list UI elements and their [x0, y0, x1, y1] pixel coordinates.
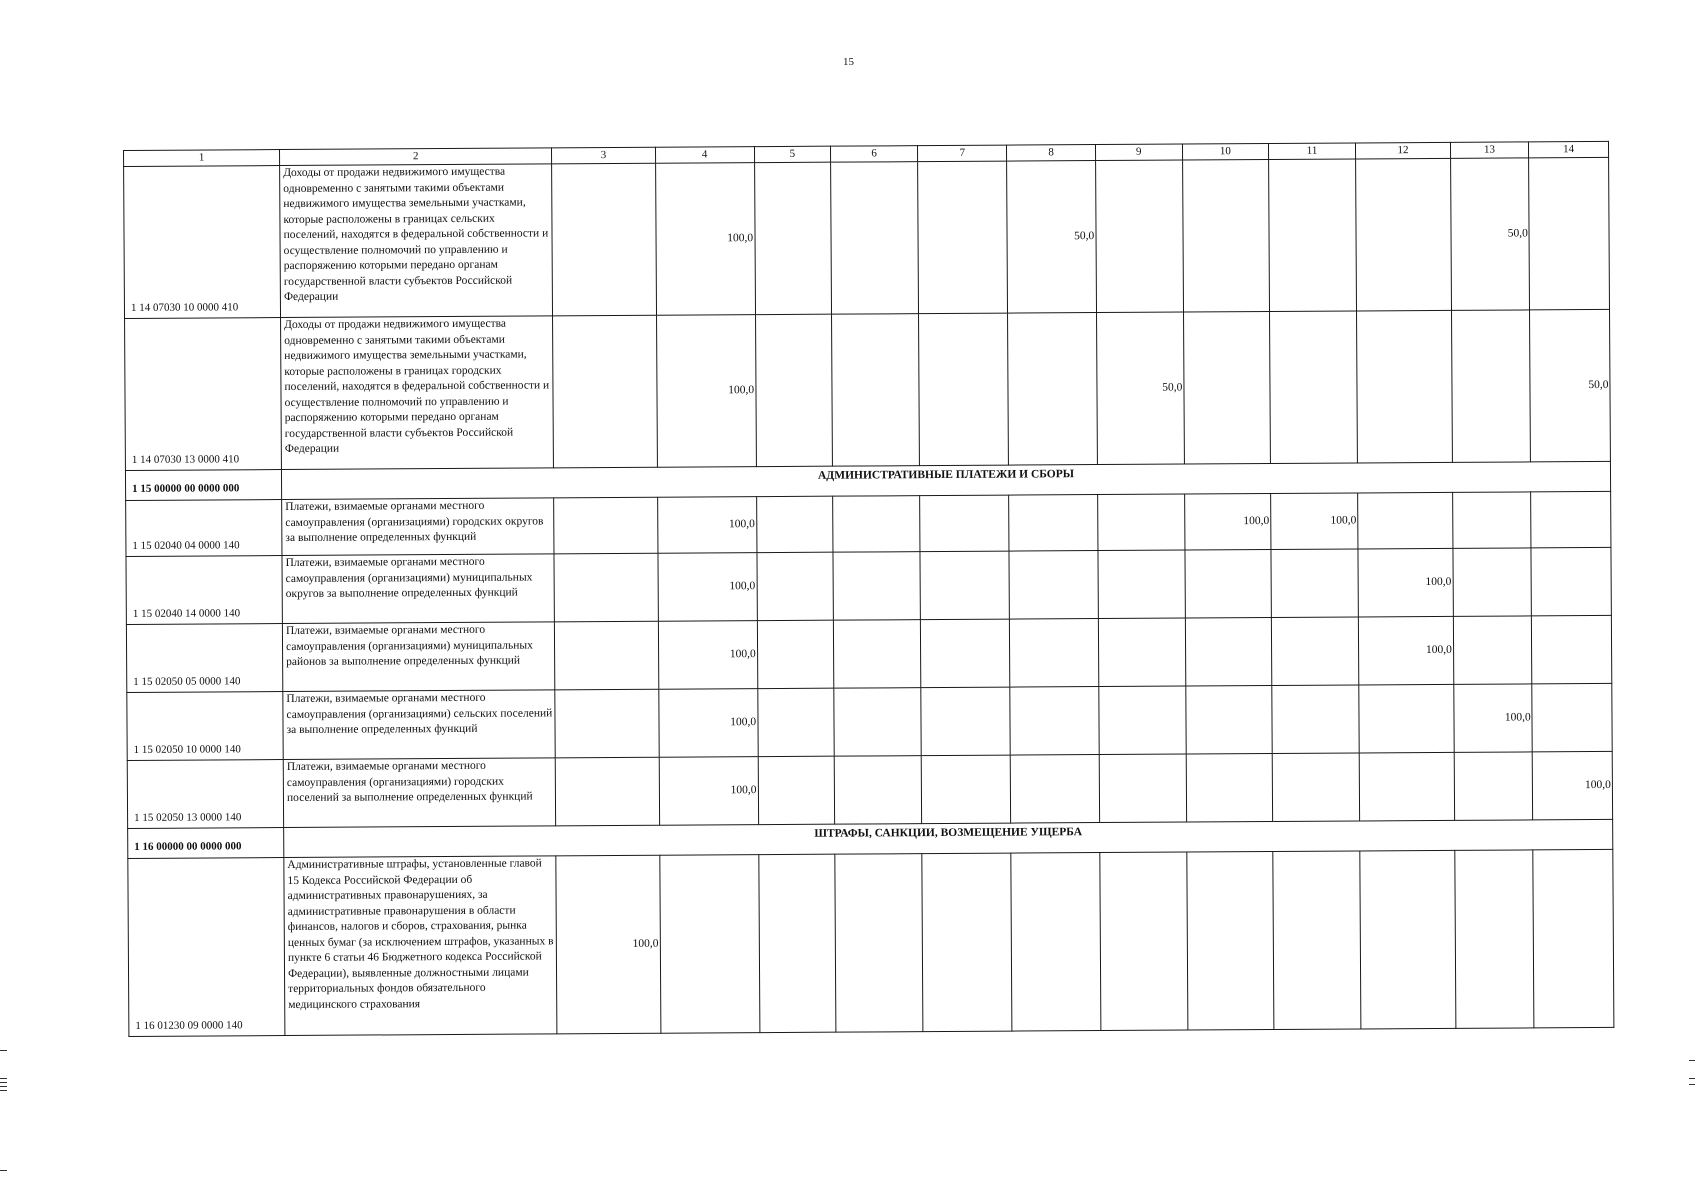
column-header-11: 11 [1268, 143, 1355, 160]
column-header-14: 14 [1529, 141, 1609, 157]
table-row [127, 683, 1612, 760]
value-col-5 [758, 854, 835, 1032]
value-col-4: 100,0 [657, 497, 756, 554]
value-col-7 [921, 619, 1011, 688]
column-header-7: 7 [918, 145, 1007, 162]
budget-code: 1 14 07030 13 0000 410 [125, 318, 282, 471]
value-col-7 [922, 853, 1012, 1032]
value-col-14 [1533, 849, 1614, 1027]
page-number: 15 [843, 56, 854, 68]
value-col-6 [835, 854, 923, 1033]
value-col-3 [556, 757, 660, 826]
value-col-10 [1186, 685, 1272, 754]
value-col-6 [833, 496, 920, 553]
revenue-description: Платежи, взимаемые органами местного самоуправления (организациями) муниципальных районов за выполнение определенных функций [282, 622, 555, 692]
value-col-7 [918, 161, 1008, 314]
value-col-7 [920, 551, 1010, 620]
value-col-7 [919, 313, 1009, 466]
value-col-12 [1359, 752, 1454, 821]
value-col-6 [831, 314, 919, 467]
column-header-13: 13 [1450, 142, 1529, 158]
value-col-6 [834, 756, 922, 825]
value-col-9 [1098, 550, 1186, 619]
value-col-5 [755, 314, 832, 466]
value-col-11 [1272, 753, 1360, 822]
value-col-3 [553, 315, 657, 468]
value-col-9 [1095, 160, 1183, 313]
value-col-4: 100,0 [658, 553, 757, 622]
value-col-6 [834, 688, 922, 757]
scan-margin-mark [0, 1082, 7, 1083]
revenue-description: Платежи, взимаемые органами местного самоуправления (организациями) сельских поселений за выполнение определенных функций [283, 690, 556, 760]
scan-margin-mark [1689, 1084, 1695, 1085]
value-col-11: 100,0 [1271, 493, 1358, 550]
value-col-8 [1008, 313, 1097, 466]
value-col-10 [1183, 312, 1270, 465]
value-col-4: 100,0 [659, 757, 758, 826]
revenue-description: Доходы от продажи недвижимого имущества одновременно с занятыми такими объектами недвижимого имущества земельными участками, которые расположены в границах сельских поселений, находятся в федеральной собственности и осуществление полномочий по управлению и распоряжению которыми передано органам государственной власти субъектов Российской Федерации [280, 164, 553, 318]
column-header-6: 6 [830, 146, 917, 163]
value-col-13 [1453, 548, 1532, 616]
value-col-12: 100,0 [1358, 548, 1453, 617]
table-row [124, 157, 1610, 318]
value-col-14: 50,0 [1530, 309, 1611, 461]
value-col-12 [1358, 492, 1453, 549]
scan-margin-mark [0, 1078, 7, 1079]
value-col-9: 50,0 [1096, 312, 1184, 465]
value-col-5 [756, 496, 833, 552]
table-row [127, 751, 1612, 828]
value-col-8 [1011, 755, 1100, 824]
value-col-9 [1098, 686, 1186, 755]
value-col-14 [1531, 491, 1611, 547]
value-col-3 [555, 621, 659, 690]
revenue-description: Доходы от продажи недвижимого имущества одновременно с занятыми такими объектами недвижимого имущества земельными участками, которые расположены в границах городских поселений, находятся в федеральной собственности и осуществление полномочий по управлению и распоряжению которыми передано органам государственной власти субъектов Российской Федерации [281, 316, 554, 470]
value-col-8 [1010, 687, 1099, 756]
value-col-14 [1531, 547, 1611, 615]
value-col-8: 50,0 [1007, 161, 1096, 314]
value-col-10 [1182, 160, 1269, 313]
value-col-11 [1273, 851, 1361, 1030]
table-row [126, 547, 1611, 624]
value-col-13 [1452, 492, 1531, 548]
budget-code: 1 14 07030 10 0000 410 [124, 166, 281, 319]
column-header-12: 12 [1356, 142, 1451, 159]
value-col-8 [1009, 551, 1098, 620]
value-col-11 [1269, 311, 1357, 464]
value-col-7 [920, 495, 1010, 552]
value-col-11 [1271, 617, 1359, 686]
value-col-5 [754, 162, 831, 314]
scan-margin-mark [0, 1086, 7, 1087]
value-col-8 [1011, 853, 1100, 1032]
table-row [126, 491, 1611, 556]
revenue-description: Платежи, взимаемые органами местного самоуправления (организациями) муниципальных округов за выполнение определенных функций [282, 554, 555, 624]
column-header-9: 9 [1095, 144, 1182, 161]
table-row [126, 615, 1611, 692]
value-col-4: 100,0 [655, 163, 755, 316]
value-col-3 [554, 553, 658, 622]
value-col-13 [1454, 752, 1533, 820]
value-col-9 [1098, 618, 1186, 687]
value-col-14 [1532, 683, 1612, 751]
value-col-13: 100,0 [1454, 684, 1533, 752]
value-col-13 [1451, 310, 1530, 462]
value-col-6 [831, 162, 919, 315]
value-col-7 [921, 755, 1011, 824]
column-header-5: 5 [754, 146, 830, 162]
scan-margin-mark [0, 1050, 7, 1051]
column-header-3: 3 [552, 147, 655, 164]
column-header-1: 1 [124, 150, 280, 167]
value-col-4: 100,0 [658, 621, 757, 690]
budget-table-container [123, 141, 1614, 1037]
value-col-8 [1010, 619, 1099, 688]
value-col-12 [1359, 684, 1454, 753]
scan-margin-mark [1689, 1060, 1695, 1061]
value-col-14 [1532, 615, 1612, 683]
budget-code: 1 15 02050 10 0000 140 [127, 692, 283, 761]
value-col-14: 100,0 [1533, 751, 1613, 819]
scan-margin-mark [0, 1170, 7, 1171]
scan-margin-mark [0, 1090, 7, 1091]
value-col-5 [757, 688, 834, 756]
value-col-3: 100,0 [556, 855, 660, 1034]
value-col-4: 100,0 [656, 315, 756, 468]
value-col-7 [921, 687, 1011, 756]
value-col-3 [554, 497, 658, 554]
value-col-6 [833, 552, 921, 621]
value-col-11 [1268, 159, 1356, 312]
revenue-description: Административные штрафы, установленные главой 15 Кодекса Российской Федерации об административных правонарушениях, за административные правонарушения в области финансов, налогов и сборов, страхования, рынка ценных бумаг (за исключением штрафов, указанных в пункте 6 статьи 46 Бюджетного кодекса Российской Федерации), выявленные должностными лицами территориальных фондов обязательного медицинского страхования [284, 856, 557, 1036]
value-col-11 [1272, 685, 1360, 754]
budget-revenue-table [123, 141, 1614, 1037]
value-col-4 [659, 855, 759, 1034]
value-col-10 [1186, 753, 1272, 822]
value-col-10 [1185, 617, 1271, 686]
value-col-5 [757, 552, 834, 620]
column-header-8: 8 [1007, 145, 1095, 162]
value-col-3 [552, 163, 656, 316]
value-col-5 [758, 756, 835, 824]
value-col-13 [1453, 616, 1532, 684]
value-col-12 [1360, 850, 1456, 1029]
revenue-description: Платежи, взимаемые органами местного самоуправления (организациями) городских поселений за выполнение определенных функций [283, 758, 556, 828]
section-title: АДМИНИСТРАТИВНЫЕ ПЛАТЕЖИ И СБОРЫ [281, 461, 1610, 499]
value-col-10 [1185, 549, 1271, 618]
value-col-8 [1009, 495, 1098, 552]
table-row [125, 309, 1611, 470]
column-header-10: 10 [1182, 144, 1268, 161]
table-row [128, 849, 1614, 1036]
value-col-4: 100,0 [658, 689, 757, 758]
value-col-12 [1357, 310, 1453, 463]
budget-code: 1 15 02040 14 0000 140 [126, 556, 282, 625]
value-col-12: 100,0 [1358, 616, 1453, 685]
revenue-description: Платежи, взимаемые органами местного самоуправления (организациями) городских округов за выполнение определенных функций [282, 498, 555, 556]
section-title: ШТРАФЫ, САНКЦИИ, ВОЗМЕЩЕНИЕ УЩЕРБА [284, 819, 1613, 857]
budget-code: 1 15 02040 04 0000 140 [126, 500, 282, 557]
value-col-10 [1187, 851, 1274, 1030]
section-code: 1 16 00000 00 0000 000 [128, 828, 284, 859]
budget-code: 1 16 01230 09 0000 140 [128, 858, 285, 1037]
value-col-14 [1529, 157, 1610, 309]
section-code: 1 15 00000 00 0000 000 [125, 470, 281, 501]
value-col-6 [833, 620, 921, 689]
value-col-5 [757, 620, 834, 688]
value-col-12 [1356, 158, 1452, 311]
value-col-3 [555, 689, 659, 758]
budget-code: 1 15 02050 13 0000 140 [127, 760, 283, 829]
value-col-13 [1455, 850, 1535, 1028]
column-header-2: 2 [280, 148, 552, 166]
column-header-4: 4 [655, 147, 754, 164]
value-col-9 [1099, 754, 1187, 823]
budget-code: 1 15 02050 05 0000 140 [126, 624, 282, 693]
scan-margin-mark [1689, 1078, 1695, 1079]
value-col-9 [1097, 494, 1184, 551]
value-col-9 [1099, 852, 1187, 1031]
value-col-10: 100,0 [1184, 493, 1270, 550]
value-col-13: 50,0 [1450, 158, 1529, 310]
value-col-11 [1271, 549, 1359, 618]
